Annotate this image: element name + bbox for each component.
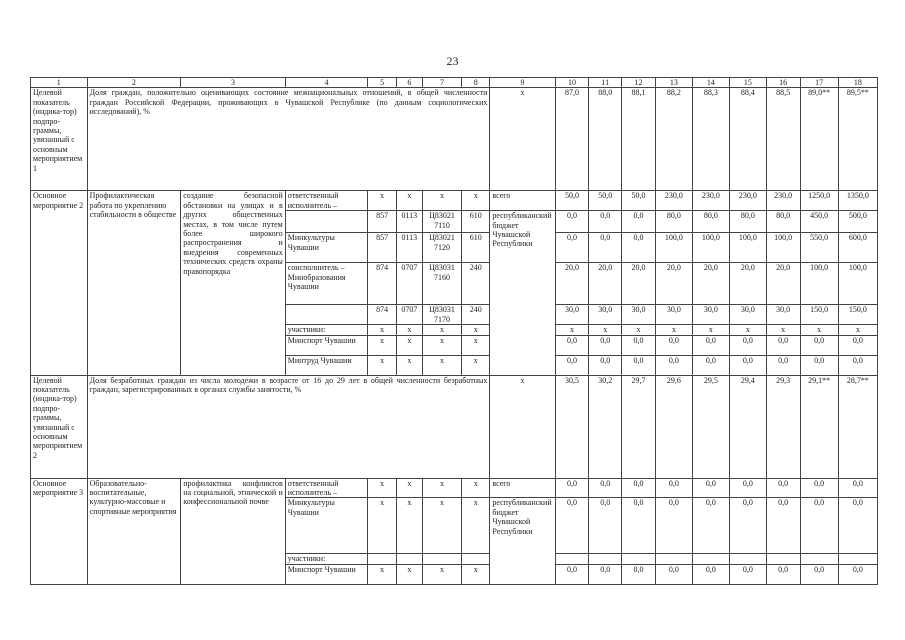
code-cell: 610 bbox=[462, 211, 490, 233]
actor-cell: Минспорт Чувашии bbox=[285, 564, 368, 584]
code-cell: x bbox=[462, 355, 490, 375]
column-number: 18 bbox=[838, 78, 877, 88]
actor-cell: участники: bbox=[285, 554, 368, 564]
actor-cell bbox=[285, 305, 368, 325]
column-number: 13 bbox=[655, 78, 692, 88]
value-cell: 30,0 bbox=[655, 305, 692, 325]
value-cell: x bbox=[729, 325, 766, 335]
value-cell bbox=[622, 554, 656, 564]
value-cell bbox=[655, 554, 692, 564]
value-cell: x bbox=[800, 325, 838, 335]
value-cell: 0,0 bbox=[838, 498, 877, 554]
value-cell: 0,0 bbox=[555, 564, 589, 584]
code-cell: 0113 bbox=[396, 233, 422, 263]
value-cell: 30,0 bbox=[729, 305, 766, 325]
value-cell: 230,0 bbox=[692, 191, 729, 211]
code-cell: x bbox=[396, 335, 422, 355]
source-cell: всего bbox=[490, 191, 555, 211]
value-cell: 100,0 bbox=[729, 233, 766, 263]
value-cell: 0,0 bbox=[622, 211, 656, 233]
code-cell: x bbox=[422, 355, 461, 375]
column-number: 17 bbox=[800, 78, 838, 88]
column-number: 4 bbox=[285, 78, 368, 88]
code-cell: x bbox=[396, 498, 422, 554]
measure-description: профилактика конфликтов на социальной, этнической и конфессиональной почве bbox=[181, 478, 286, 584]
value-cell: 150,0 bbox=[838, 305, 877, 325]
value-cell: 0,0 bbox=[555, 498, 589, 554]
value-cell: x bbox=[622, 325, 656, 335]
code-cell bbox=[368, 554, 396, 564]
value-cell bbox=[555, 554, 589, 564]
value-cell: 0,0 bbox=[589, 233, 622, 263]
target-value: 88,4 bbox=[729, 88, 766, 191]
value-cell: 20,0 bbox=[622, 263, 656, 305]
column-number: 8 bbox=[462, 78, 490, 88]
target-text: Доля безработных граждан из числа молодежи в возрасте от 16 до 29 лет в общей численности безработных граждан, зарегистрированных в органах службы занятости, % bbox=[87, 375, 490, 478]
source-cell: республиканский бюджет Чувашской Республики bbox=[490, 498, 555, 584]
value-cell: x bbox=[838, 325, 877, 335]
target-value: 29,3 bbox=[766, 375, 800, 478]
value-cell: 30,0 bbox=[692, 305, 729, 325]
code-cell: x bbox=[396, 478, 422, 498]
target-x: x bbox=[490, 88, 555, 191]
measure-description: создание безопасной обстановки на улицах и в других общественных местах, в том числе путем более широкого распространения и внедрения современных технических средств охраны правопорядка bbox=[181, 191, 286, 375]
code-cell: x bbox=[462, 478, 490, 498]
column-number: 5 bbox=[368, 78, 396, 88]
actor-cell: Минкультуры Чувашии bbox=[285, 233, 368, 263]
target-value: 89,5** bbox=[838, 88, 877, 191]
column-number: 2 bbox=[87, 78, 181, 88]
target-text: Доля граждан, положительно оценивающих состояние межнациональных отношений, в общей численности граждан Российской Федерации, проживающих в Чувашской Республике (по данным социологических исследований), % bbox=[87, 88, 490, 191]
column-number: 12 bbox=[622, 78, 656, 88]
value-cell: 80,0 bbox=[655, 211, 692, 233]
value-cell: 0,0 bbox=[589, 564, 622, 584]
actor-cell: ответственный исполнитель – bbox=[285, 191, 368, 211]
code-cell: x bbox=[396, 191, 422, 211]
value-cell: 0,0 bbox=[655, 478, 692, 498]
source-cell: всего bbox=[490, 478, 555, 498]
code-cell: x bbox=[368, 498, 396, 554]
value-cell: 1250,0 bbox=[800, 191, 838, 211]
value-cell: 0,0 bbox=[692, 498, 729, 554]
program-table bbox=[30, 77, 878, 585]
value-cell: 0,0 bbox=[838, 335, 877, 355]
value-cell: 230,0 bbox=[729, 191, 766, 211]
value-cell: 0,0 bbox=[589, 478, 622, 498]
value-cell: 80,0 bbox=[766, 211, 800, 233]
value-cell: 0,0 bbox=[800, 335, 838, 355]
source-cell: республиканский бюджет Чувашской Республики bbox=[490, 211, 555, 375]
code-cell: x bbox=[396, 355, 422, 375]
target-value: 29,5 bbox=[692, 375, 729, 478]
target-value: 28,7** bbox=[838, 375, 877, 478]
code-cell: x bbox=[462, 498, 490, 554]
target-value: 88,3 bbox=[692, 88, 729, 191]
code-cell: Ц83031 7170 bbox=[422, 305, 461, 325]
value-cell: x bbox=[589, 325, 622, 335]
value-cell: 0,0 bbox=[555, 355, 589, 375]
value-cell: 0,0 bbox=[766, 335, 800, 355]
target-value: 29,6 bbox=[655, 375, 692, 478]
code-cell: x bbox=[422, 335, 461, 355]
page-number: 23 bbox=[446, 54, 459, 68]
code-cell: x bbox=[462, 335, 490, 355]
code-cell: x bbox=[368, 478, 396, 498]
target-value: 29,1** bbox=[800, 375, 838, 478]
value-cell: 0,0 bbox=[622, 478, 656, 498]
column-number: 14 bbox=[692, 78, 729, 88]
code-cell: x bbox=[396, 564, 422, 584]
value-cell bbox=[800, 554, 838, 564]
code-cell: Ц83021 7120 bbox=[422, 233, 461, 263]
value-cell: 0,0 bbox=[622, 233, 656, 263]
code-cell: 0707 bbox=[396, 305, 422, 325]
value-cell: 20,0 bbox=[766, 263, 800, 305]
code-cell: x bbox=[368, 325, 396, 335]
value-cell: 0,0 bbox=[692, 355, 729, 375]
value-cell bbox=[692, 554, 729, 564]
value-cell: 0,0 bbox=[766, 498, 800, 554]
target-value: 30,5 bbox=[555, 375, 589, 478]
value-cell: 50,0 bbox=[555, 191, 589, 211]
value-cell: 80,0 bbox=[729, 211, 766, 233]
value-cell: 0,0 bbox=[838, 478, 877, 498]
value-cell bbox=[766, 554, 800, 564]
measure-name: Образовательно-воспитательные, культурно-массовые и спортивные мероприятия bbox=[87, 478, 181, 584]
target-label: Целевой показатель (индика-тор) подпро-граммы, увязанный с основным мероприятием 1 bbox=[31, 88, 88, 191]
target-value: 87,0 bbox=[555, 88, 589, 191]
value-cell: 0,0 bbox=[729, 355, 766, 375]
code-cell: Ц83031 7160 bbox=[422, 263, 461, 305]
code-cell: x bbox=[462, 191, 490, 211]
value-cell: 230,0 bbox=[766, 191, 800, 211]
code-cell: x bbox=[396, 325, 422, 335]
value-cell: x bbox=[766, 325, 800, 335]
value-cell: 0,0 bbox=[766, 355, 800, 375]
value-cell: 30,0 bbox=[766, 305, 800, 325]
column-number: 3 bbox=[181, 78, 286, 88]
value-cell: 1350,0 bbox=[838, 191, 877, 211]
value-cell: 20,0 bbox=[555, 263, 589, 305]
code-cell: x bbox=[368, 355, 396, 375]
value-cell: 0,0 bbox=[555, 478, 589, 498]
value-cell: 100,0 bbox=[800, 263, 838, 305]
column-number: 15 bbox=[729, 78, 766, 88]
column-number: 16 bbox=[766, 78, 800, 88]
actor-cell bbox=[285, 211, 368, 233]
value-cell: 20,0 bbox=[655, 263, 692, 305]
value-cell: 30,0 bbox=[589, 305, 622, 325]
target-value: 29,4 bbox=[729, 375, 766, 478]
code-cell: x bbox=[422, 498, 461, 554]
actor-cell: ответственный исполнитель – bbox=[285, 478, 368, 498]
value-cell: 30,0 bbox=[622, 305, 656, 325]
measure-name: Профилактическая работа по укреплению стабильности в обществе bbox=[87, 191, 181, 375]
value-cell: 0,0 bbox=[729, 564, 766, 584]
value-cell: 0,0 bbox=[655, 564, 692, 584]
actor-cell: Минспорт Чувашии bbox=[285, 335, 368, 355]
value-cell: 230,0 bbox=[655, 191, 692, 211]
code-cell: 857 bbox=[368, 211, 396, 233]
value-cell: 0,0 bbox=[692, 478, 729, 498]
value-cell: 0,0 bbox=[766, 564, 800, 584]
value-cell: 500,0 bbox=[838, 211, 877, 233]
value-cell: 550,0 bbox=[800, 233, 838, 263]
code-cell: 874 bbox=[368, 305, 396, 325]
code-cell: Ц83021 7110 bbox=[422, 211, 461, 233]
target-value: 88,5 bbox=[766, 88, 800, 191]
measure-row bbox=[31, 191, 878, 211]
code-cell: x bbox=[368, 335, 396, 355]
value-cell: 0,0 bbox=[800, 355, 838, 375]
target-value: 29,7 bbox=[622, 375, 656, 478]
value-cell: 50,0 bbox=[622, 191, 656, 211]
value-cell: 0,0 bbox=[692, 564, 729, 584]
value-cell bbox=[729, 554, 766, 564]
value-cell: x bbox=[655, 325, 692, 335]
code-cell: 874 bbox=[368, 263, 396, 305]
value-cell: 0,0 bbox=[555, 335, 589, 355]
code-cell: x bbox=[422, 325, 461, 335]
value-cell: 0,0 bbox=[622, 498, 656, 554]
target-x: x bbox=[490, 375, 555, 478]
column-number: 10 bbox=[555, 78, 589, 88]
value-cell: 0,0 bbox=[589, 335, 622, 355]
measure-label: Основное мероприятие 3 bbox=[31, 478, 88, 584]
code-cell bbox=[422, 554, 461, 564]
target-value: 88,2 bbox=[655, 88, 692, 191]
value-cell: 0,0 bbox=[555, 211, 589, 233]
code-cell: 610 bbox=[462, 233, 490, 263]
actor-cell: Минтруд Чувашии bbox=[285, 355, 368, 375]
actor-cell: Минкультуры Чувашии bbox=[285, 498, 368, 554]
value-cell: 0,0 bbox=[555, 233, 589, 263]
value-cell: 0,0 bbox=[589, 355, 622, 375]
value-cell: 0,0 bbox=[729, 478, 766, 498]
value-cell: 0,0 bbox=[655, 498, 692, 554]
actor-cell: соисполнитель – Минобразования Чувашии bbox=[285, 263, 368, 305]
value-cell: 0,0 bbox=[838, 564, 877, 584]
code-cell: x bbox=[368, 191, 396, 211]
value-cell: 20,0 bbox=[589, 263, 622, 305]
value-cell: x bbox=[692, 325, 729, 335]
target-label: Целевой показатель (индика-тор) подпро-граммы, увязанный с основным мероприятием 2 bbox=[31, 375, 88, 478]
target-value: 30,2 bbox=[589, 375, 622, 478]
value-cell: 0,0 bbox=[800, 564, 838, 584]
value-cell: 0,0 bbox=[589, 211, 622, 233]
code-cell: 0113 bbox=[396, 211, 422, 233]
value-cell bbox=[838, 554, 877, 564]
column-number: 7 bbox=[422, 78, 461, 88]
value-cell: 100,0 bbox=[655, 233, 692, 263]
value-cell: 0,0 bbox=[729, 498, 766, 554]
column-number: 6 bbox=[396, 78, 422, 88]
value-cell: 0,0 bbox=[655, 355, 692, 375]
code-cell: x bbox=[368, 564, 396, 584]
actor-cell: участники: bbox=[285, 325, 368, 335]
value-cell: 80,0 bbox=[692, 211, 729, 233]
value-cell: 600,0 bbox=[838, 233, 877, 263]
code-cell: x bbox=[422, 564, 461, 584]
value-cell bbox=[589, 554, 622, 564]
value-cell: 100,0 bbox=[766, 233, 800, 263]
code-cell: x bbox=[422, 191, 461, 211]
code-cell: 857 bbox=[368, 233, 396, 263]
value-cell: 0,0 bbox=[800, 498, 838, 554]
value-cell: 0,0 bbox=[655, 335, 692, 355]
value-cell: 0,0 bbox=[622, 335, 656, 355]
value-cell: 150,0 bbox=[800, 305, 838, 325]
header-row bbox=[31, 78, 878, 88]
value-cell: 0,0 bbox=[622, 355, 656, 375]
value-cell: 0,0 bbox=[800, 478, 838, 498]
code-cell: 240 bbox=[462, 263, 490, 305]
value-cell: 0,0 bbox=[838, 355, 877, 375]
measure-label: Основное мероприятие 2 bbox=[31, 191, 88, 375]
target-value: 89,0** bbox=[800, 88, 838, 191]
code-cell: 0707 bbox=[396, 263, 422, 305]
target-value: 88,1 bbox=[622, 88, 656, 191]
value-cell: x bbox=[555, 325, 589, 335]
value-cell: 30,0 bbox=[555, 305, 589, 325]
value-cell: 0,0 bbox=[729, 335, 766, 355]
code-cell bbox=[396, 554, 422, 564]
value-cell: 100,0 bbox=[692, 233, 729, 263]
target-value: 88,0 bbox=[589, 88, 622, 191]
measure-row bbox=[31, 478, 878, 498]
target-row bbox=[31, 88, 878, 191]
value-cell: 50,0 bbox=[589, 191, 622, 211]
value-cell: 20,0 bbox=[729, 263, 766, 305]
value-cell: 0,0 bbox=[589, 498, 622, 554]
code-cell: x bbox=[422, 478, 461, 498]
value-cell: 0,0 bbox=[622, 564, 656, 584]
column-number: 11 bbox=[589, 78, 622, 88]
code-cell: x bbox=[462, 564, 490, 584]
value-cell: 0,0 bbox=[692, 335, 729, 355]
code-cell: 240 bbox=[462, 305, 490, 325]
column-number: 9 bbox=[490, 78, 555, 88]
column-number: 1 bbox=[31, 78, 88, 88]
value-cell: 0,0 bbox=[766, 478, 800, 498]
target-row bbox=[31, 375, 878, 478]
value-cell: 450,0 bbox=[800, 211, 838, 233]
code-cell: x bbox=[462, 325, 490, 335]
value-cell: 100,0 bbox=[838, 263, 877, 305]
value-cell: 20,0 bbox=[692, 263, 729, 305]
code-cell bbox=[462, 554, 490, 564]
